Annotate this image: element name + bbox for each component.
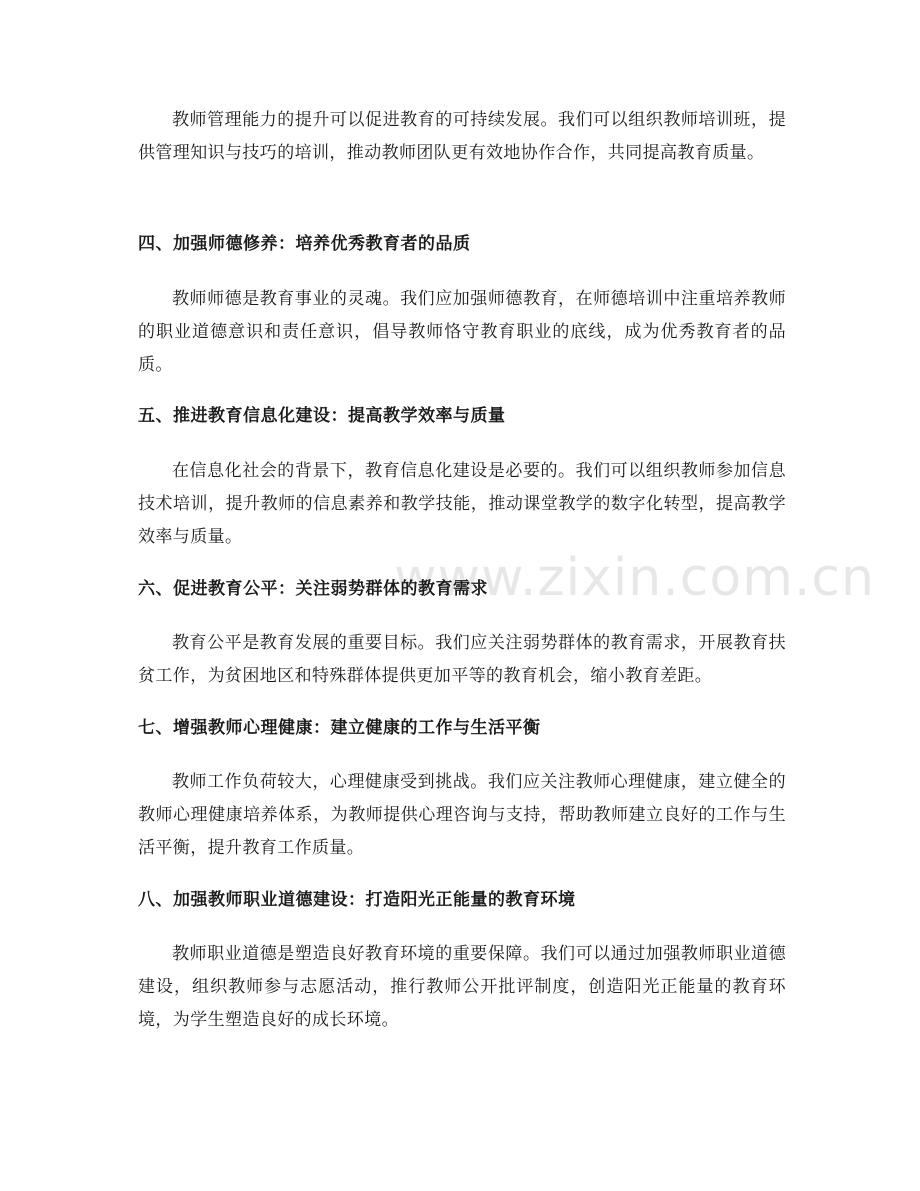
section-8-heading-block <box>138 888 786 912</box>
section-7-body-block <box>138 766 786 865</box>
paragraph: 教师师德是教育事业的灵魂。我们应加强师德教育，在师德培训中注重培养教师的职业道德意识和责任意识，倡导教师恪守教育职业的底线，成为优秀教育者的品质。 <box>138 289 786 375</box>
paragraph: 教师工作负荷较大，心理健康受到挑战。我们应关注教师心理健康，建立健全的教师心理健康培养体系，为教师提供心理咨询与支持，帮助教师建立良好的工作与生活平衡，提升教育工作质量。 <box>138 772 786 858</box>
paragraph: 教师管理能力的提升可以促进教育的可持续发展。我们可以组织教师培训班，提供管理知识与技巧的培训，推动教师团队更有效地协作合作，共同提高教育质量。 <box>138 110 786 163</box>
section-5-body-block <box>138 455 786 554</box>
section-heading: 五、推进教育信息化建设：提高教学效率与质量 <box>138 406 506 426</box>
section-4-body-block <box>138 283 786 382</box>
paragraph: 教师职业道德是塑造良好教育环境的重要保障。我们可以通过加强教师职业道德建设，组织教师参与志愿活动，推行教师公开批评制度，创造阳光正能量的教育环境，为学生塑造良好的成长环境。 <box>138 944 786 1030</box>
section-5-heading-block <box>138 404 786 428</box>
paragraph: 教育公平是教育发展的重要目标。我们应关注弱势群体的教育需求，开展教育扶贫工作，为贫困地区和特殊群体提供更加平等的教育机会，缩小教育差距。 <box>138 633 786 686</box>
section-6-body-block <box>138 627 786 693</box>
section-heading: 七、增强教师心理健康：建立健康的工作与生活平衡 <box>138 718 541 738</box>
watermark: www.zixin.com.cn <box>394 548 875 608</box>
paragraph: 在信息化社会的背景下，教育信息化建设是必要的。我们可以组织教师参加信息技术培训，提升教师的信息素养和教学技能，推动课堂教学的数字化转型，提高教学效率与质量。 <box>138 461 786 547</box>
section-4-heading-block <box>138 232 786 256</box>
section-7-heading-block <box>138 716 786 740</box>
section-heading: 四、加强师德修养：培养优秀教育者的品质 <box>138 234 471 254</box>
section-8-body-block <box>138 938 786 1037</box>
section-heading: 八、加强教师职业道德建设：打造阳光正能量的教育环境 <box>138 890 576 910</box>
section-6-heading-block <box>138 577 786 601</box>
intro-paragraph-block <box>138 104 786 170</box>
section-heading: 六、促进教育公平：关注弱势群体的教育需求 <box>138 579 488 599</box>
